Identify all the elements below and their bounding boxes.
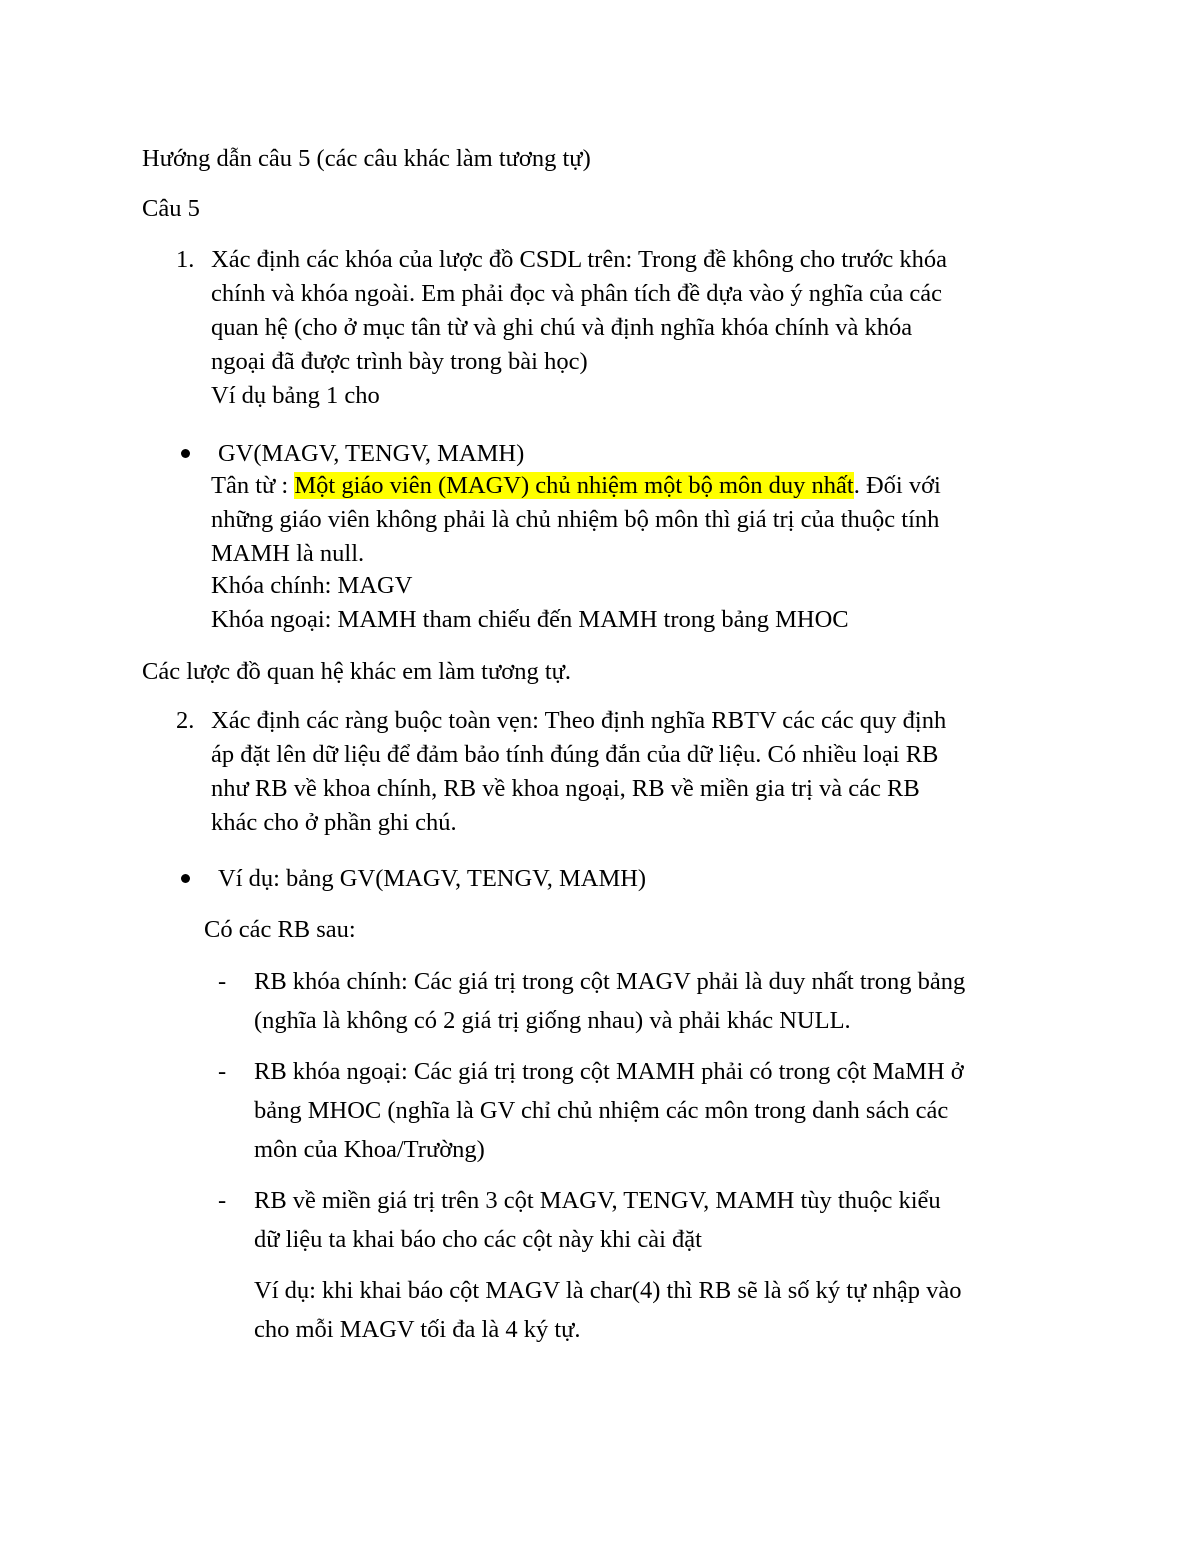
item1-line: ngoại đã được trình bày trong bài học) (211, 348, 588, 375)
constraint-line: RB khóa ngoại: Các giá trị trong cột MAMH phải có trong cột MaMH ở (254, 1058, 964, 1085)
dash-marker: - (218, 1058, 227, 1085)
item2-line: Xác định các ràng buộc toàn vẹn: Theo định nghĩa RBTV các các quy định (211, 707, 947, 734)
constraint-line: môn của Khoa/Trường) (254, 1136, 485, 1163)
gv-line: MAMH là null. (211, 540, 365, 567)
constraint-line: (nghĩa là không có 2 giá trị giống nhau) và phải khác NULL. (254, 1007, 851, 1034)
question-label: Câu 5 (142, 195, 200, 222)
gv-line: những giáo viên không phải là chủ nhiệm bộ môn thì giá trị của thuộc tính (211, 506, 940, 533)
item1-line: chính và khóa ngoài. Em phải đọc và phân tích đề dựa vào ý nghĩa của các (211, 280, 943, 307)
predicate-prefix: Tân từ : (211, 472, 295, 499)
constraints-intro: Có các RB sau: (204, 916, 356, 943)
gv-foreign-key: Khóa ngoại: MAMH tham chiếu đến MAMH trong bảng MHOC (211, 606, 849, 633)
predicate-highlight: Một giáo viên (MAGV) chủ nhiệm một bộ môn duy nhất (294, 472, 854, 499)
item2-line: khác cho ở phần ghi chú. (211, 809, 457, 836)
item2-number: 2. (176, 707, 195, 734)
constraint-line: bảng MHOC (nghĩa là GV chỉ chủ nhiệm các môn trong danh sách các (254, 1097, 949, 1124)
item2-line: áp đặt lên dữ liệu để đảm bảo tính đúng đắn của dữ liệu. Có nhiều loại RB (211, 741, 939, 768)
example-bullet: Ví dụ: bảng GV(MAGV, TENGV, MAMH) (218, 865, 647, 892)
constraint-line: dữ liệu ta khai báo cho các cột này khi cài đặt (254, 1226, 702, 1253)
bullet-icon (181, 874, 190, 883)
item2-line: như RB về khoa chính, RB về khoa ngoại, RB về miền gia trị và các RB (211, 775, 920, 802)
dash-marker: - (218, 1187, 227, 1214)
example-note-line: Ví dụ: khi khai báo cột MAGV là char(4) thì RB sẽ là số ký tự nhập vào (254, 1277, 962, 1304)
example-note-line: cho mỗi MAGV tối đa là 4 ký tự. (254, 1316, 581, 1343)
gv-predicate (211, 469, 941, 503)
constraint-line: RB về miền giá trị trên 3 cột MAGV, TENGV, MAMH tùy thuộc kiểu (254, 1187, 941, 1214)
heading: Hướng dẫn câu 5 (các câu khác làm tương tự) (142, 145, 591, 172)
gv-primary-key: Khóa chính: MAGV (211, 572, 413, 599)
gv-title: GV(MAGV, TENGV, MAMH) (218, 440, 525, 467)
other-schemas: Các lược đồ quan hệ khác em làm tương tự. (142, 658, 572, 685)
item1-line: Xác định các khóa của lược đồ CSDL trên: Trong đề không cho trước khóa (211, 246, 948, 273)
constraint-line: RB khóa chính: Các giá trị trong cột MAGV phải là duy nhất trong bảng (254, 968, 966, 995)
predicate-rest: . Đối với (853, 472, 941, 499)
item1-line: quan hệ (cho ở mục tân từ và ghi chú và định nghĩa khóa chính và khóa (211, 314, 913, 341)
bullet-icon (181, 449, 190, 458)
dash-marker: - (218, 968, 227, 995)
item1-number: 1. (176, 246, 195, 273)
item1-line: Ví dụ bảng 1 cho (211, 382, 380, 409)
